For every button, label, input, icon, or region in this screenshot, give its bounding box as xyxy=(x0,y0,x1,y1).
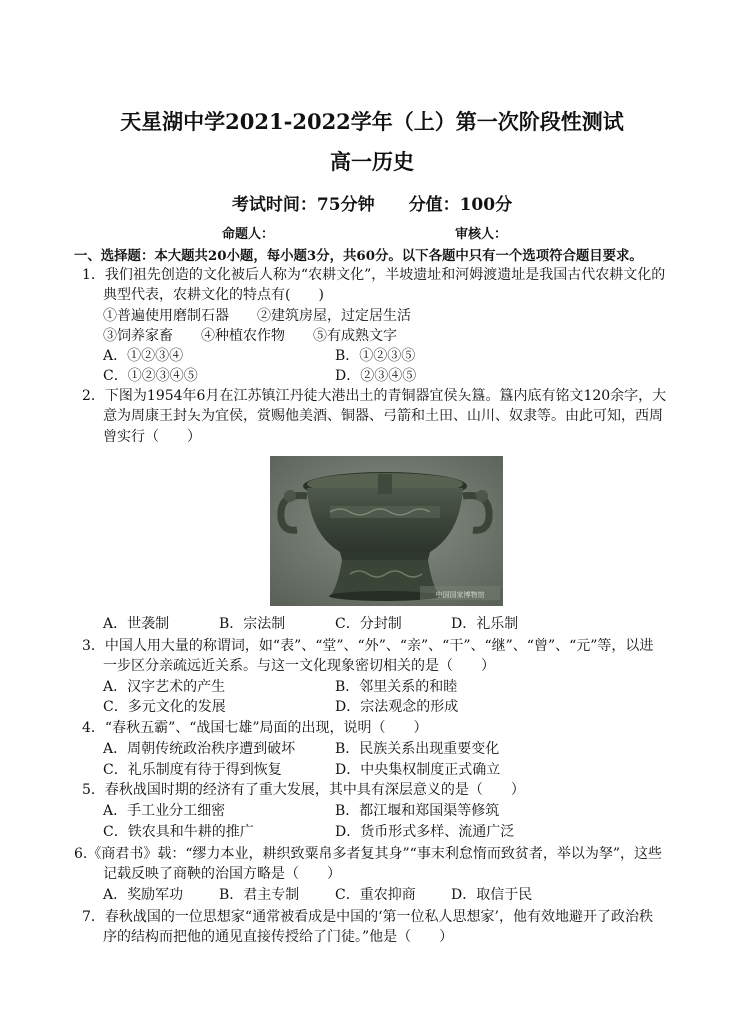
q1-stem-line1: 1．我们祖先创造的文化被后人称为“农耕文化”，半坡遗址和河姆渡遗址是我国古代农耕文化的 xyxy=(82,267,666,283)
exam-title: 天星湖中学2021-2022学年（上）第一次阶段性测试 xyxy=(120,109,624,134)
q6-option-a[interactable]: A．奖励军功 xyxy=(103,887,184,903)
q3-stem-line1: 3．中国人用大量的称谓词，如“表”、“堂”、“外”、“亲”、“干”、“继”、“曾”、“元”等，以进 xyxy=(82,638,654,654)
q2-option-b[interactable]: B．宗法制 xyxy=(219,616,286,632)
q7-stem-line2: 序的结构而把他的通见直接传授给了门徒。”他是（ ） xyxy=(103,929,454,945)
q2-stem-line3: 曾实行（ ） xyxy=(103,429,201,445)
bronze-gui-photo xyxy=(270,456,503,606)
exam-info: 考试时间：75分钟 分值：100分 xyxy=(231,195,513,215)
q1-statements-line2: ③饲养家畜 ④种植农作物 ⑤有成熟文字 xyxy=(103,328,397,344)
q1-option-b[interactable]: B．①②③⑤ xyxy=(335,348,416,364)
q4-option-c[interactable]: C．礼乐制度有待于得到恢复 xyxy=(103,762,282,778)
q5-stem-line1: 5．春秋战国时期的经济有了重大发展，其中具有深层意义的是（ ） xyxy=(82,782,525,798)
q1-option-d[interactable]: D．②③④⑤ xyxy=(335,368,417,384)
q5-option-c[interactable]: C．铁农具和牛耕的推广 xyxy=(103,824,254,840)
setter-label: 命题人： xyxy=(222,227,275,242)
q2-stem-line2: 意为周康王封夨为宜侯，赏赐他美酒、铜器、弓箭和土田、山川、奴隶等。由此可知，西周 xyxy=(103,408,663,424)
reviewer-label: 审核人： xyxy=(455,227,508,242)
subject-title: 高一历史 xyxy=(330,149,414,174)
section-heading: 一、选择题：本大题共20小题，每小题3分，共60分。以下各题中只有一个选项符合题目要求。 xyxy=(74,248,643,264)
q1-option-c[interactable]: C．①②③④⑤ xyxy=(103,368,198,384)
q6-stem-line2: 记载反映了商鞅的治国方略是（ ） xyxy=(103,866,341,882)
q3-option-d[interactable]: D．宗法观念的形成 xyxy=(335,699,459,715)
q7-stem-line1: 7．春秋战国的一位思想家“通常被看成是中国的‘第一位私人思想家’，他有效地避开了政治秩 xyxy=(82,909,653,925)
q4-option-b[interactable]: B．民族关系出现重要变化 xyxy=(335,741,500,757)
q3-option-c[interactable]: C．多元文化的发展 xyxy=(103,699,226,715)
bronze-vessel-illustration xyxy=(270,456,503,606)
q3-stem-line2: 一步区分亲疏远近关系。与这一文化现象密切相关的是（ ） xyxy=(103,658,495,674)
q2-option-c[interactable]: C．分封制 xyxy=(335,616,402,632)
q3-option-b[interactable]: B．邻里关系的和睦 xyxy=(335,679,458,695)
q5-option-d[interactable]: D．货币形式多样、流通广泛 xyxy=(335,824,515,840)
q3-option-a[interactable]: A．汉字艺术的产生 xyxy=(103,679,226,695)
q1-statements-line1: ①普遍使用磨制石器 ②建筑房屋，过定居生活 xyxy=(103,308,411,324)
q4-option-d[interactable]: D．中央集权制度正式确立 xyxy=(335,762,501,778)
q2-stem-line1: 2．下图为1954年6月在江苏镇江丹徒大港出土的青铜器宜侯夨簋。簋内底有铭文120余字，大 xyxy=(82,388,667,404)
q6-option-c[interactable]: C．重农抑商 xyxy=(335,887,416,903)
q5-option-b[interactable]: B．都江堰和郑国渠等修筑 xyxy=(335,803,500,819)
q6-stem-line1: 6.《商君书》载：“缪力本业，耕织致粟帛多者复其身”“事末利怠惰而致贫者，举以为孥”，这些 xyxy=(74,846,662,862)
q1-option-a[interactable]: A．①②③④ xyxy=(103,348,184,364)
q6-option-d[interactable]: D．取信于民 xyxy=(451,887,533,903)
q2-option-a[interactable]: A．世袭制 xyxy=(103,616,170,632)
q6-option-b[interactable]: B．君主专制 xyxy=(219,887,300,903)
q4-option-a[interactable]: A．周朝传统政治秩序遭到破坏 xyxy=(103,741,296,757)
q2-option-d[interactable]: D．礼乐制 xyxy=(451,616,519,632)
q5-option-a[interactable]: A．手工业分工细密 xyxy=(103,803,226,819)
q4-stem-line1: 4．“春秋五霸”、“战国七雄”局面的出现，说明（ ） xyxy=(82,720,428,736)
museum-watermark: 中国国家博物馆 xyxy=(435,591,485,599)
q1-stem-line2: 典型代表，农耕文化的特点有( ) xyxy=(103,287,324,303)
